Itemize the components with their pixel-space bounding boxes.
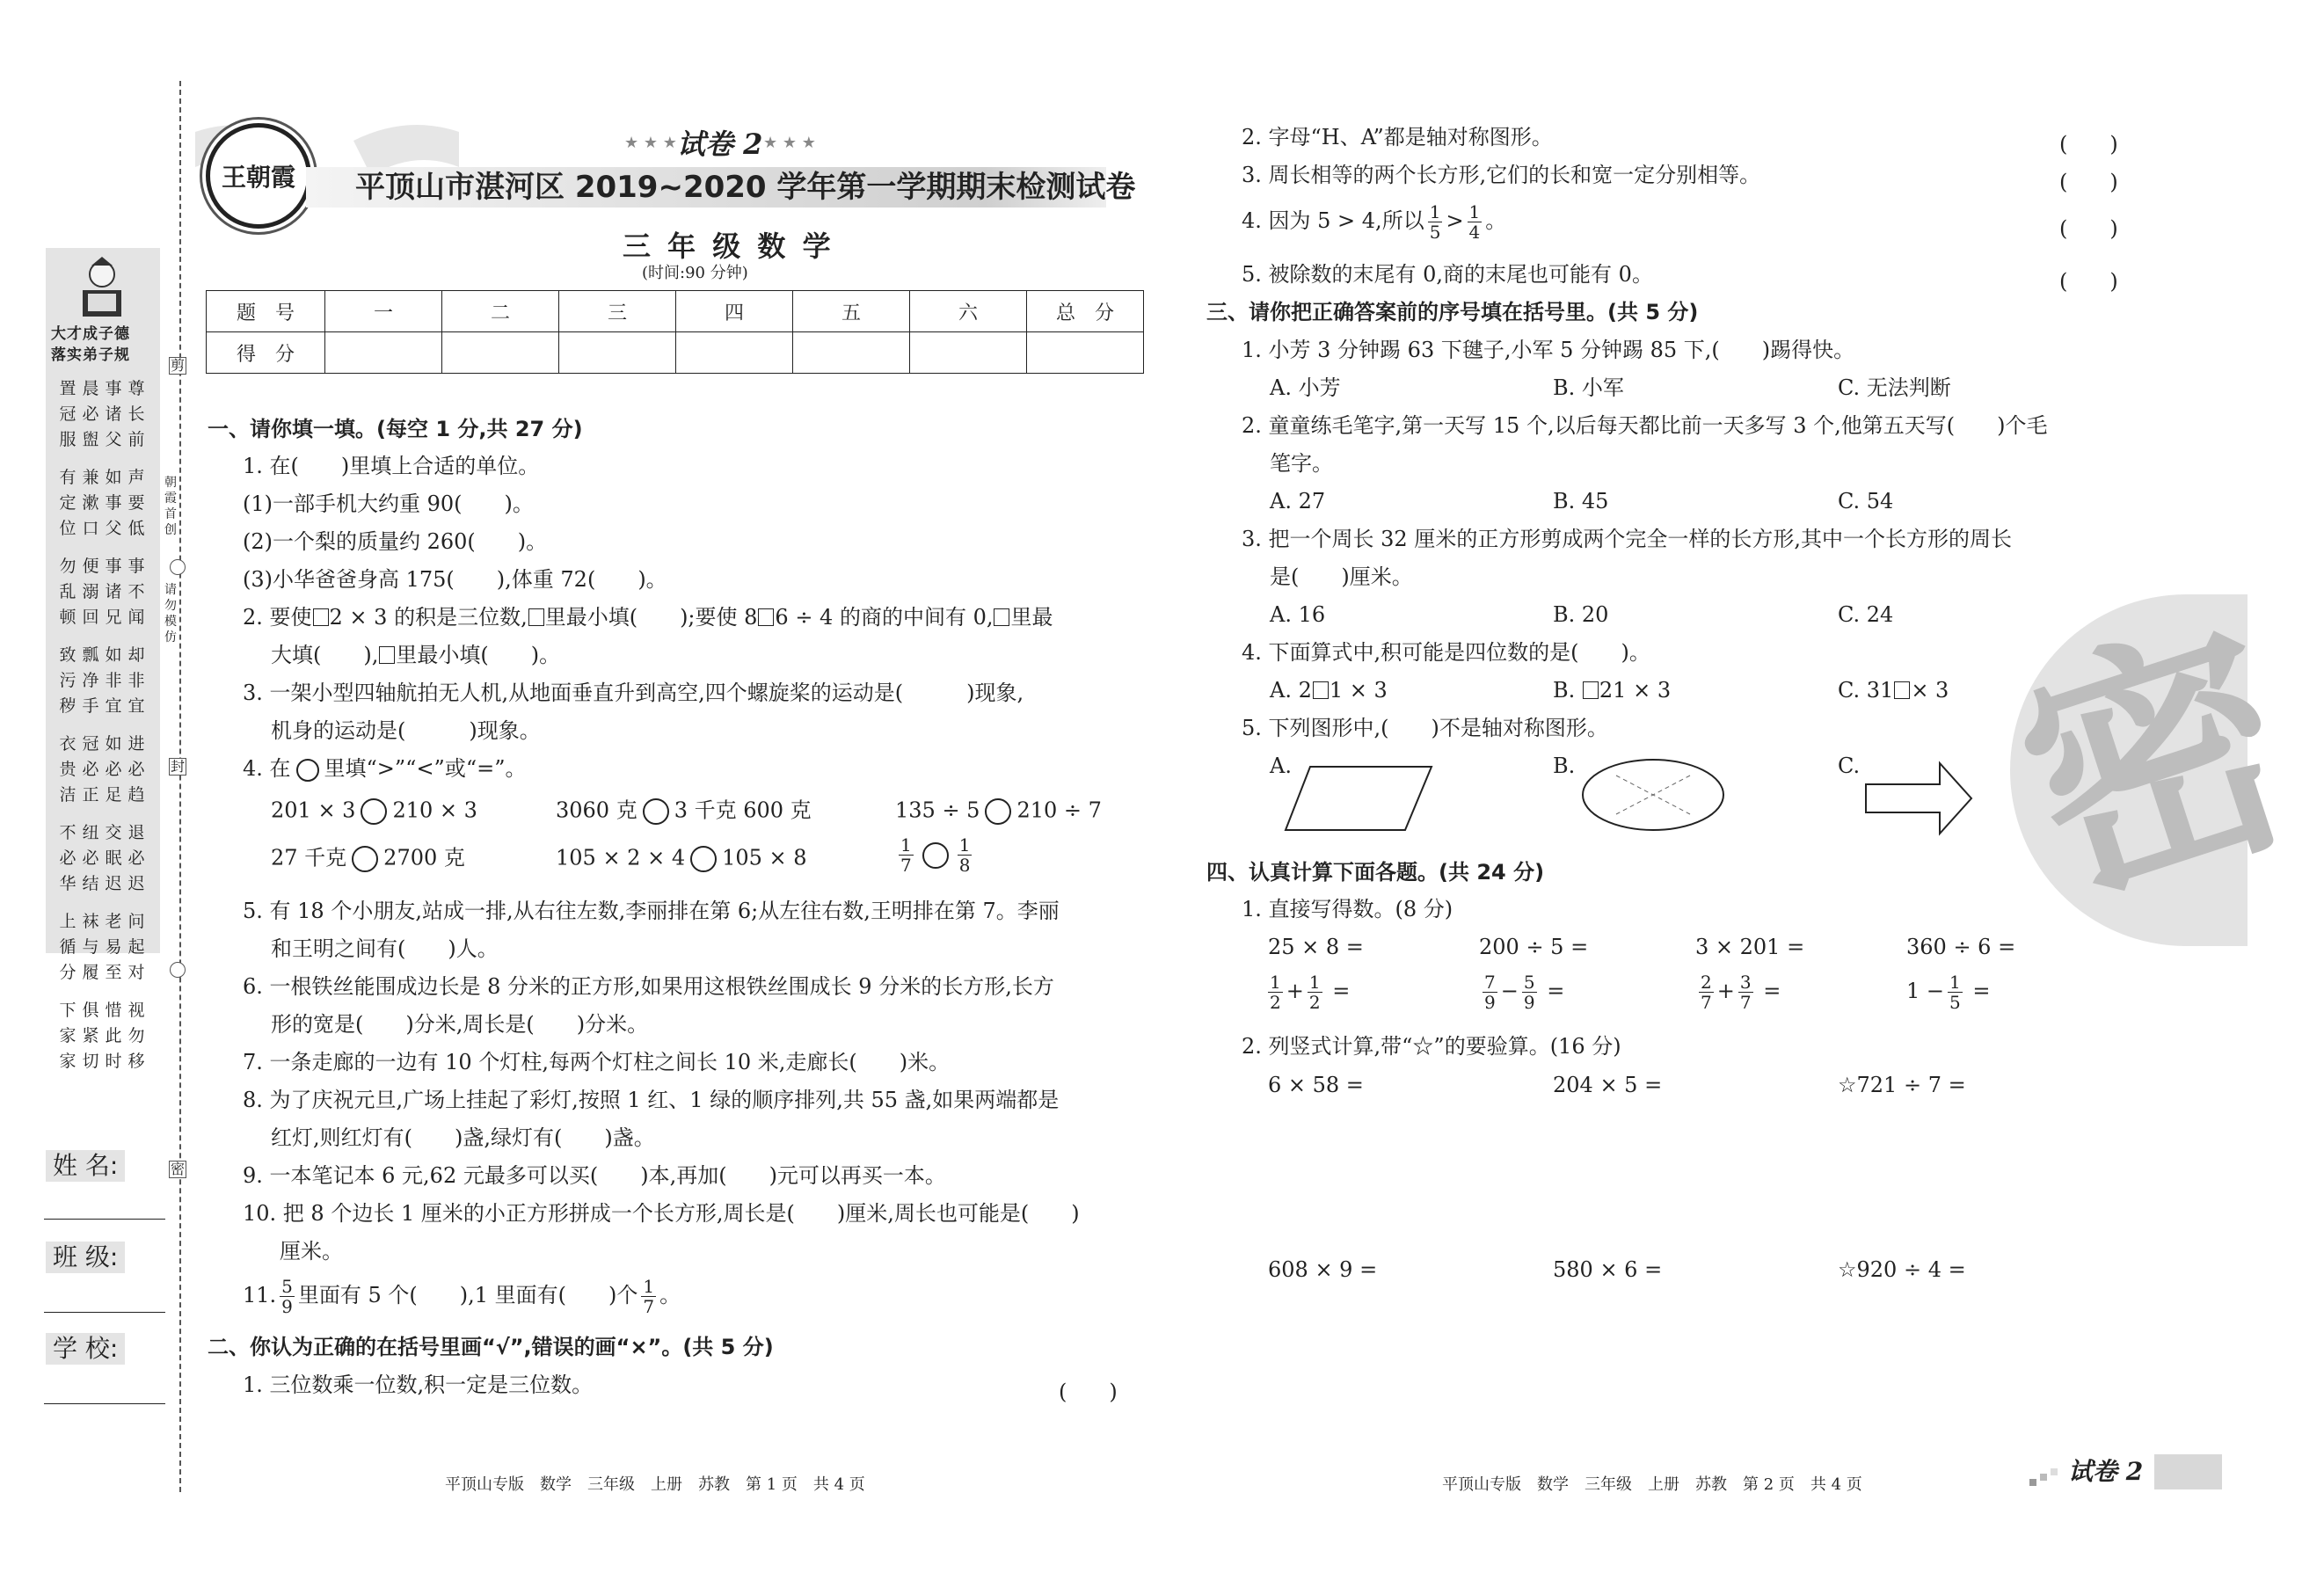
exam-title: 平顶山市湛河区 2019~2020 学年第一学期期末检测试卷 (355, 170, 1136, 205)
calc-item: 360 ÷ 6 = (1906, 935, 2016, 959)
footer-tag-decoration (2029, 1467, 2065, 1488)
compare-circle[interactable] (922, 842, 949, 869)
side-note-2: 请勿模仿 (164, 583, 177, 644)
calc-item: 3 × 201 = (1695, 935, 1805, 959)
score-input-cell[interactable] (1027, 332, 1144, 374)
fold-label-1: 剪 (171, 357, 186, 374)
parallelogram-shape (1284, 763, 1433, 834)
s3-q2-line1: 2. 童童练毛笔字,第一天写 15 个,以后每天都比前一天多写 3 个,他第五天写( )个毛 (1242, 413, 2048, 438)
text: 3060 克 (556, 797, 637, 823)
text: 里面有 5 个( ),1 里面有( )个 (297, 1283, 638, 1307)
text: 6 ÷ 4 的商的中间有 0, (775, 605, 994, 630)
s3-q3-opt-c[interactable]: C. 24 (1838, 602, 1894, 627)
text: 3 千克 600 克 (674, 797, 812, 823)
text: 里最小填( )。 (396, 643, 561, 667)
calc-item: 204 × 5 = (1553, 1073, 1663, 1097)
score-cell: 一 (325, 291, 442, 332)
blank-square (994, 608, 1009, 626)
text: 。 (659, 1283, 681, 1307)
s3-q4: 4. 下面算式中,积可能是四位数的是( )。 (1242, 640, 1650, 665)
section-2-heading: 二、你认为正确的在括号里画“√”,错误的画“×”。(共 5 分) (208, 1335, 774, 1359)
score-input-cell[interactable] (325, 332, 442, 374)
compare-circle[interactable] (690, 846, 717, 872)
compare-e (556, 846, 807, 872)
motto-top: 大才成子德 (51, 325, 130, 343)
s2-q5: 5. 被除数的末尾有 0,商的末尾也可能有 0。 (1242, 262, 1653, 287)
s3-q4-opt-a[interactable]: A. 2 1 × 3 (1270, 678, 1388, 703)
section-3-heading: 三、请你把正确答案前的序号填在括号里。(共 5 分) (1206, 300, 1699, 324)
text: 2. 要使 (243, 605, 312, 630)
fraction: $\frac{1}{2}$ (1270, 972, 1281, 1013)
compare-circle[interactable] (643, 798, 669, 825)
text: 105 × 8 (722, 845, 807, 870)
calc-fraction-b: $\frac{7}{9}$ − $\frac{5}{9}$ = (1484, 972, 1565, 1013)
name-label: 姓 名: (46, 1150, 125, 1182)
exam-time: (时间:90 分钟) (642, 264, 748, 282)
footer-right: 平顶山专版 数学 三年级 上册 苏教 第 2 页 共 4 页 (1442, 1475, 1862, 1494)
score-cell: 总 分 (1027, 291, 1144, 332)
calc-fraction-a: $\frac{1}{2}$ + $\frac{1}{2}$ = (1270, 972, 1351, 1013)
fraction: $\frac{3}{7}$ (1739, 972, 1752, 1013)
score-cell: 五 (793, 291, 910, 332)
calc-item: 580 × 6 = (1553, 1257, 1663, 1282)
cut-line (179, 81, 181, 1492)
score-table (206, 290, 1144, 374)
text: 135 ÷ 5 (895, 797, 980, 823)
s3-q5-opt-b[interactable]: B. (1553, 754, 1576, 778)
school-label: 学 校: (46, 1333, 125, 1365)
fraction: $\frac{5}{9}$ (281, 1276, 293, 1317)
score-input-cell[interactable] (559, 332, 676, 374)
s1-q8-line2: 红灯,则红灯有( )盏,绿灯有( )盏。 (271, 1125, 655, 1150)
section-4-heading: 四、认真计算下面各题。(共 24 分) (1206, 860, 1545, 885)
calc-item: 25 × 8 = (1268, 935, 1364, 959)
s1-q3-line2: 机身的运动是( )现象。 (271, 718, 541, 743)
fraction: $\frac{1}{5}$ (1429, 201, 1441, 243)
work-area-2[interactable] (1242, 1289, 2121, 1465)
text: 大填( ), (271, 643, 379, 667)
s3-q2-opt-c[interactable]: C. 54 (1838, 489, 1894, 513)
score-table-score-row (207, 332, 1144, 374)
s1-q1-2: (2)一个梨的质量约 260( )。 (243, 529, 548, 554)
text: 里最 (1010, 605, 1053, 630)
blank-square (313, 608, 329, 626)
text: 27 千克 (271, 845, 347, 870)
score-row-label: 得 分 (207, 332, 325, 374)
compare-d (271, 846, 465, 872)
s3-q4-opt-c[interactable]: C. 31 × 3 (1838, 678, 1949, 703)
rules-grid: 置 晨 事 尊 冠 必 诸 长 服 盥 父 前 有 兼 如 声 定 漱 事 要 位 口 父 低 勿 便 事 事 乱 溺 诸 不 顿 回 兄 闻 致 瓢 如 却 污 净 非 非 秽 手 宜 宜 衣 冠 如 进 贵 必 必 必 洁 正 足 趋 不 纽 交 退 必 必 眠 必 华 结 迟 迟 上 袜 老 问 循 与 易 起 分 履 至 对 下 俱 惜 视 家 紧 此 勿 家 切 时 移 (59, 379, 145, 1071)
calc-item: 608 × 9 = (1268, 1257, 1378, 1282)
calc-fraction-c: $\frac{2}{7}$ + $\frac{3}{7}$ = (1701, 972, 1781, 1013)
calc-item: 200 ÷ 5 = (1479, 935, 1589, 959)
text: 里最小填( );要使 8 (544, 605, 758, 630)
s1-q6-line2: 形的宽是( )分米,周长是( )分米。 (271, 1012, 649, 1037)
fraction: $\frac{1}{2}$ (1308, 972, 1321, 1013)
s3-q1-opt-b[interactable]: B. 小军 (1553, 375, 1624, 400)
score-input-cell[interactable] (442, 332, 559, 374)
text: > (1446, 208, 1464, 233)
paper-tag: 试卷 2 (677, 127, 763, 161)
score-input-cell[interactable] (793, 332, 910, 374)
score-cell: 四 (676, 291, 793, 332)
motto-bottom: 落实弟子规 (51, 346, 130, 364)
s1-q5-line1: 5. 有 18 个小朋友,站成一排,从右往左数,李丽排在第 6;从左往右数,王明排在第 7。李丽 (243, 899, 1060, 923)
paper-tag-stars-left: ★ ★ ★ (624, 134, 677, 152)
score-cell: 题 号 (207, 291, 325, 332)
s3-q5: 5. 下列图形中,( )不是轴对称图形。 (1242, 716, 1608, 740)
s2-q4 (1242, 202, 1506, 242)
class-label: 班 级: (46, 1242, 125, 1273)
score-cell: 三 (559, 291, 676, 332)
calc-item: ☆721 ÷ 7 = (1838, 1073, 1966, 1097)
fraction: $\frac{1}{8}$ (958, 834, 971, 876)
answer-paren[interactable]: ( ) (2059, 216, 2118, 241)
blank-square (1894, 681, 1910, 699)
s1-q2-line1 (243, 607, 1053, 628)
motto-figure (70, 255, 134, 324)
s3-q3-opt-a[interactable]: A. 16 (1270, 602, 1326, 627)
s3-q5-opt-c[interactable]: C. (1838, 754, 1861, 778)
logo-text: 王朝霞 (221, 163, 295, 192)
s1-q1: 1. 在( )里填上合适的单位。 (243, 454, 540, 478)
text: 里填“>”“<”或“=”。 (324, 756, 527, 781)
s1-q9: 9. 一本笔记本 6 元,62 元最多可以买( )本,再加( )元可以再买一本。 (243, 1163, 946, 1188)
s4-q1: 1. 直接写得数。(8 分) (1242, 897, 1453, 921)
section-1-heading: 一、请你填一填。(每空 1 分,共 27 分) (208, 417, 583, 441)
answer-paren[interactable]: ( ) (1059, 1380, 1118, 1404)
calc-item: 6 × 58 = (1268, 1073, 1364, 1097)
class-field[interactable] (44, 1312, 165, 1313)
fraction: $\frac{5}{9}$ (1523, 972, 1535, 1013)
s1-q3-line1: 3. 一架小型四轴航拍无人机,从地面垂直升到高空,四个螺旋桨的运动是( )现象, (243, 681, 1024, 705)
score-input-cell[interactable] (676, 332, 793, 374)
s1-q10-line2: 厘米。 (280, 1239, 343, 1263)
s3-q5-opt-a[interactable]: A. (1270, 754, 1292, 778)
s3-q1-opt-a[interactable]: A. 小芳 (1270, 375, 1341, 400)
circle-blank (296, 759, 319, 782)
s3-q3-opt-b[interactable]: B. 20 (1553, 602, 1609, 627)
answer-paren[interactable]: ( ) (2059, 132, 2118, 157)
s2-q1: 1. 三位数乘一位数,积一定是三位数。 (243, 1373, 594, 1397)
s1-q6-line1: 6. 一根铁丝能围成边长是 8 分米的正方形,如果用这根铁丝围成长 9 分米的长方形,长方 (243, 974, 1054, 999)
circle-mark-1 (170, 559, 186, 575)
s3-q2-opt-a[interactable]: A. 27 (1270, 489, 1326, 513)
s1-q4 (243, 758, 526, 782)
s3-q4-opt-b[interactable]: B. 21 × 3 (1553, 678, 1672, 703)
text: 2700 克 (383, 845, 465, 870)
s4-q2: 2. 列竖式计算,带“☆”的要验算。(16 分) (1242, 1034, 1621, 1059)
fraction: $\frac{2}{7}$ (1701, 972, 1712, 1013)
text: 4. 在 (243, 756, 291, 781)
compare-circle[interactable] (361, 798, 387, 825)
text: 11. (243, 1283, 277, 1307)
calc-item: ☆920 ÷ 4 = (1838, 1257, 1966, 1282)
s2-q2: 2. 字母“H、A”都是轴对称图形。 (1242, 125, 1553, 149)
subject-title: 三 年 级 数 学 (623, 229, 834, 263)
text: 210 × 3 (392, 797, 477, 823)
name-field[interactable] (44, 1219, 165, 1220)
s3-q2-opt-b[interactable]: B. 45 (1553, 489, 1609, 513)
text: 105 × 2 × 4 (556, 845, 686, 870)
side-note-1: 朝霞首创 (164, 476, 177, 537)
compare-a (271, 798, 477, 825)
fold-label-3: 密 (171, 1161, 186, 1177)
fraction: $\frac{1}{7}$ (900, 834, 912, 876)
s3-q3-line1: 3. 把一个周长 32 厘米的正方形剪成两个完全一样的长方形,其中一个长方形的周长 (1242, 527, 2012, 551)
compare-circle[interactable] (352, 846, 378, 872)
s3-q3-line2: 是( )厘米。 (1270, 564, 1413, 589)
s1-q5-line2: 和王明之间有( )人。 (271, 936, 499, 961)
score-input-cell[interactable] (910, 332, 1027, 374)
blank-square (1583, 681, 1599, 699)
text: 210 ÷ 7 (1016, 797, 1102, 823)
s1-q1-3: (3)小华爸爸身高 175( ),体重 72( )。 (243, 567, 667, 592)
ellipse-shape (1581, 758, 1725, 832)
score-table-header-row (207, 291, 1144, 332)
watermark-char: 密 (1989, 585, 2324, 946)
fraction: $\frac{1}{4}$ (1468, 201, 1481, 243)
text: 201 × 3 (271, 797, 356, 823)
fraction: $\frac{1}{7}$ (643, 1276, 655, 1317)
s3-q2-line2: 笔字。 (1270, 451, 1333, 476)
s1-q1-1: (1)一部手机大约重 90( )。 (243, 492, 534, 516)
score-cell: 二 (442, 291, 559, 332)
compare-b (556, 798, 812, 825)
compare-f (895, 835, 975, 875)
answer-paren[interactable]: ( ) (2059, 269, 2118, 294)
s3-q1-opt-c[interactable]: C. 无法判断 (1838, 375, 1951, 400)
s2-q3: 3. 周长相等的两个长方形,它们的长和宽一定分别相等。 (1242, 163, 1761, 187)
s1-q11 (243, 1277, 681, 1316)
calc-fraction-d: 1 − $\frac{1}{5}$ = (1906, 972, 1991, 1013)
s1-q7: 7. 一条走廊的一边有 10 个灯柱,每两个灯柱之间长 10 米,走廊长( )米。 (243, 1050, 951, 1074)
circle-mark-2 (170, 962, 186, 978)
text: 4. 因为 5 > 4,所以 (1242, 208, 1424, 233)
text: 2 × 3 的积是三位数, (329, 605, 528, 630)
text: 。 (1485, 208, 1507, 233)
work-area-1[interactable] (1242, 1104, 2121, 1245)
logo (206, 123, 311, 229)
fraction: $\frac{7}{9}$ (1484, 972, 1496, 1013)
fraction: $\frac{1}{5}$ (1949, 972, 1961, 1013)
compare-c (895, 798, 1102, 825)
score-cell: 六 (910, 291, 1027, 332)
s1-q10-line1: 10. 把 8 个边长 1 厘米的小正方形拼成一个长方形,周长是( )厘米,周长也可能是( ) (243, 1201, 1080, 1226)
footer-left: 平顶山专版 数学 三年级 上册 苏教 第 1 页 共 4 页 (445, 1475, 865, 1494)
footer-tag-bar (2154, 1454, 2222, 1489)
footer-tag: 试卷 2 (2068, 1457, 2144, 1486)
blank-square (379, 646, 395, 664)
s3-q1: 1. 小芳 3 分钟踢 63 下毽子,小军 5 分钟踢 85 下,( )踢得快。 (1242, 338, 1855, 362)
compare-circle[interactable] (985, 798, 1011, 825)
fold-label-2: 封 (171, 758, 186, 775)
school-field[interactable] (44, 1403, 165, 1404)
s1-q2-line2 (271, 644, 560, 666)
paper-tag-stars-right: ★ ★ ★ (763, 134, 816, 152)
answer-paren[interactable]: ( ) (2059, 170, 2118, 194)
blank-square (1313, 681, 1329, 699)
watermark-seal (1989, 585, 2324, 946)
s1-q8-line1: 8. 为了庆祝元旦,广场上挂起了彩灯,按照 1 红、1 绿的顺序排列,共 55 盏,如果两端都是 (243, 1088, 1060, 1112)
blank-square (758, 608, 774, 626)
arrow-shape (1864, 761, 1973, 835)
blank-square (528, 608, 544, 626)
